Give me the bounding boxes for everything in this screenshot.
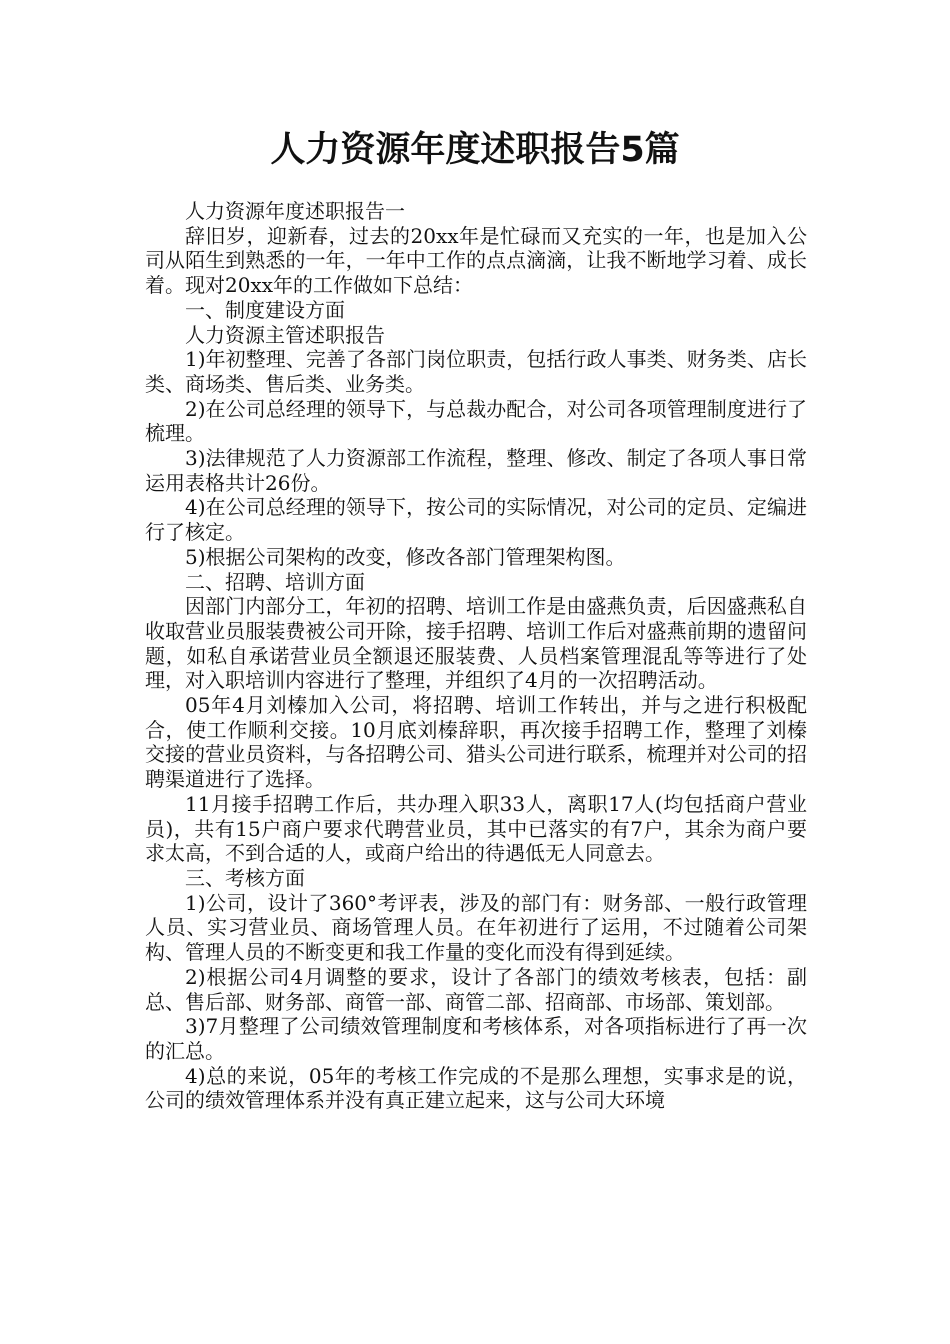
list-item-5: 5)根据公司架构的改变，修改各部门管理架构图。 [185,544,626,569]
assessment-item-2: 2)根据公司4月调整的要求，设计了各部门的绩效考核表，包括：副总、售后部、财务部、商管一部、商管二部、招商部、市场部、策划部。 [145,964,807,1014]
assessment-item-4: 4)总的来说，05年的考核工作完成的不是那么理想，实事求是的说，公司的绩效管理体系并没有真正建立起来，这与公司大环境 [145,1063,807,1113]
list-item-4: 4)在公司总经理的领导下，按公司的实际情况，对公司的定员、定编进行了核定。 [145,495,807,545]
section-heading-system-building: 一、制度建设方面 [185,297,345,322]
paragraph-recruitment-2: 05年4月刘榛加入公司，将招聘、培训工作转出，并与之进行积极配合，使工作顺利交接。10月底刘榛辞职，再次接手招聘工作，整理了刘榛交接的营业员资料，与各招聘公司、猎头公司进行联系，梳理并对公司的招聘渠道进行了选择。 [145,693,807,792]
section-heading-recruitment-training: 二、招聘、培训方面 [185,569,365,594]
document-title: 人力资源年度述职报告5篇 [270,130,680,170]
section-heading-report-one: 人力资源年度述职报告一 [185,199,405,223]
paragraph-recruitment-3: 11月接手招聘工作后，共办理入职33人，离职17人(均包括商户营业员)，共有15户商户要求代聘营业员，其中已落实的有7户，其余为商户要求太高，不到合适的人，或商户给出的待遇低无人同意去。 [145,791,807,866]
subheading-hr-supervisor-report: 人力资源主管述职报告 [185,322,385,347]
list-item-1: 1)年初整理、完善了各部门岗位职责，包括行政人事类、财务类、店长类、商场类、售后类、业务类。 [145,347,807,396]
document-body [145,199,807,1113]
section-heading-assessment: 三、考核方面 [185,865,305,890]
list-item-2: 2)在公司总经理的领导下，与总裁办配合，对公司各项管理制度进行了梳理。 [145,396,807,446]
list-item-3: 3)法律规范了人力资源部工作流程，整理、修改、制定了各项人事日常运用表格共计26份。 [145,446,807,495]
assessment-item-1: 1)公司，设计了360°考评表，涉及的部门有：财务部、一般行政管理人员、实习营业员、商场管理人员。在年初进行了运用，不过随着公司架构、管理人员的不断变更和我工作量的变化而没有得到延续。 [145,890,807,965]
paragraph-intro: 辞旧岁，迎新春，过去的20xx年是忙碌而又充实的一年，也是加入公司从陌生到熟悉的一年，一年中工作的点点滴滴，让我不断地学习着、成长着。现对20xx年的工作做如下总结： [145,223,807,298]
paragraph-recruitment-1: 因部门内部分工，年初的招聘、培训工作是由盛燕负责，后因盛燕私自收取营业员服装费被公司开除，接手招聘、培训工作后对盛燕前期的遗留问题，如私自承诺营业员全额退还服装费、人员档案管理混乱等等进行了处理，对入职培训内容进行了整理，并组织了4月的一次招聘活动。 [145,594,807,693]
assessment-item-3: 3)7月整理了公司绩效管理制度和考核体系，对各项指标进行了再一次的汇总。 [145,1014,807,1063]
